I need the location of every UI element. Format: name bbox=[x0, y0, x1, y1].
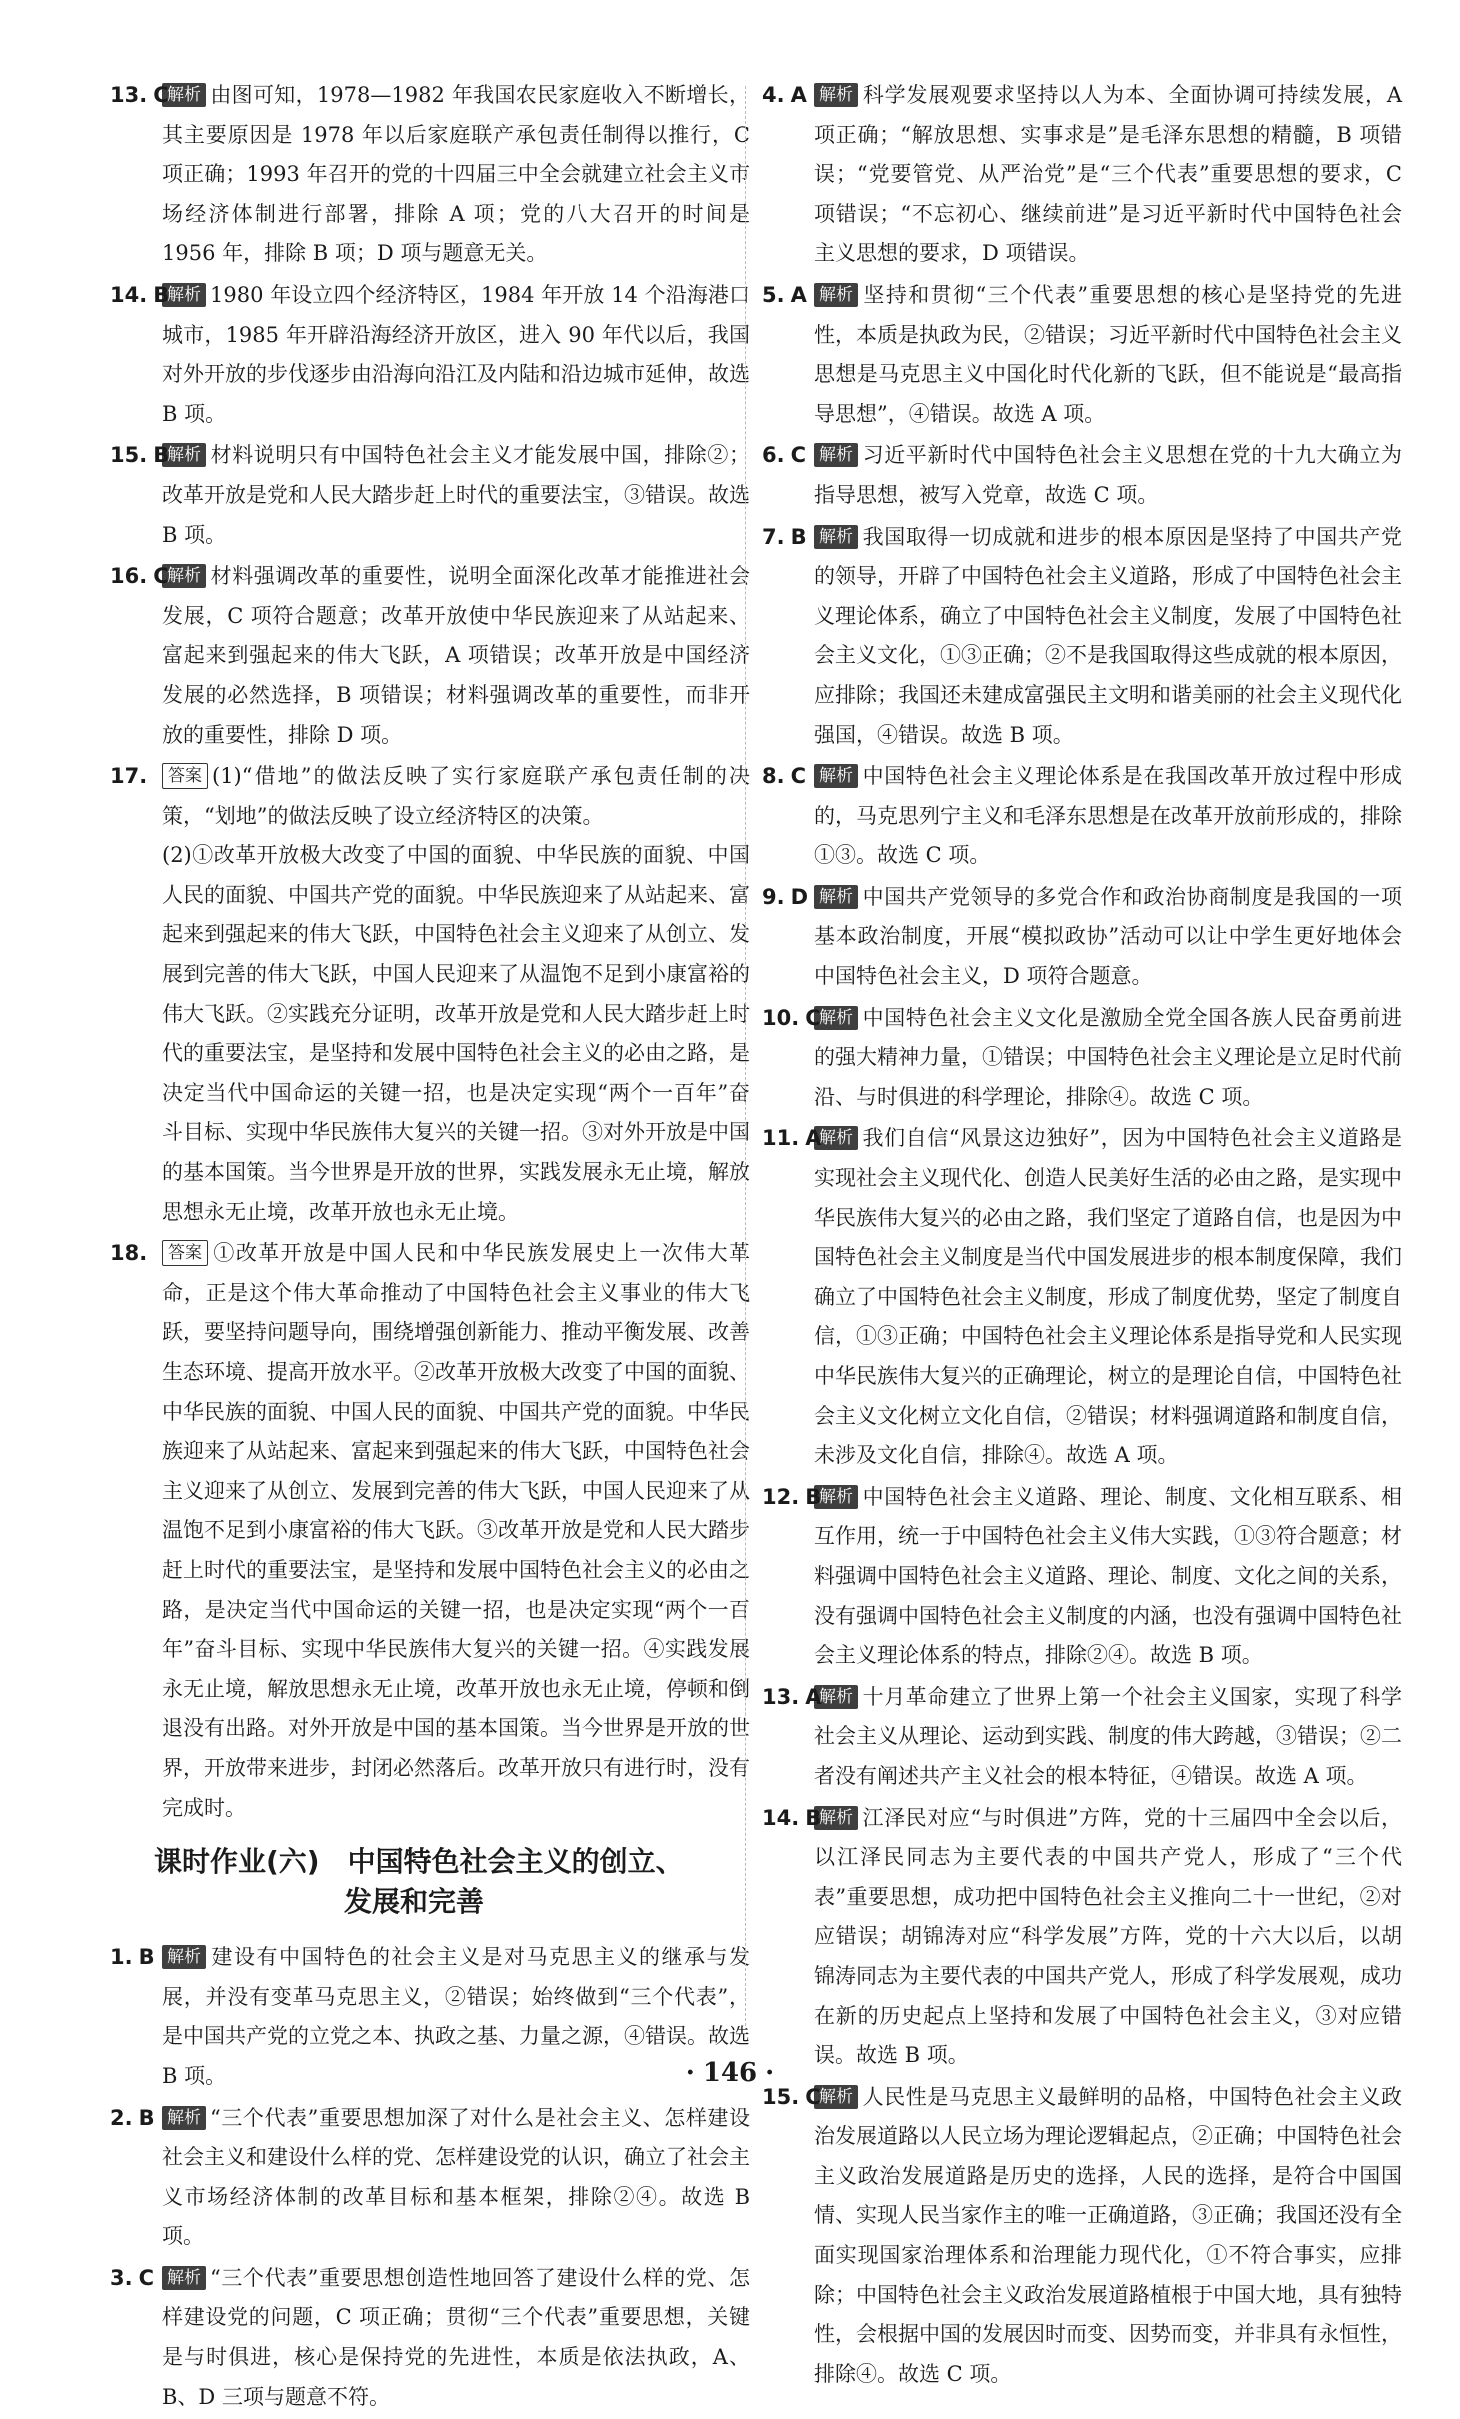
answer-item bbox=[762, 757, 1402, 876]
answer-key: B bbox=[153, 443, 170, 468]
question-number-text: 5. bbox=[762, 282, 785, 307]
answer-item bbox=[110, 557, 750, 755]
question-number bbox=[110, 436, 169, 476]
question-number-text: 1. bbox=[110, 1945, 133, 1970]
answer-paragraph: 我们自信“风景这边独好”，因为中国特色社会主义道路是实现社会主义现代化、创造人民美好生活的必由之路，是实现中华民族伟大复兴的必由之路，我们坚定了道路自信，也是因为中国特色社会主义制度是当代中国发展进步的根本制度保障，我们确立了中国特色社会主义制度，形成了制度优势，坚定了制度自信，①③正确；中国特色社会主义理论体系是指导党和人民实现中华民族伟大复兴的正确理论，树立的是理论自信，中国特色社会主义文化树立文化自信，②错误；材料强调道路和制度自信，未涉及文化自信，排除④。故选 A 项。 bbox=[814, 1126, 1402, 1468]
answer-text bbox=[814, 276, 1402, 434]
question-number bbox=[762, 518, 807, 558]
answer-item bbox=[110, 2099, 750, 2257]
question-number-text: 9. bbox=[762, 884, 785, 909]
answer-key: B bbox=[153, 282, 170, 307]
analysis-label: 解析 bbox=[162, 1945, 206, 1969]
question-number-text: 14. bbox=[110, 282, 148, 307]
question-number bbox=[762, 878, 808, 918]
question-number bbox=[762, 76, 807, 116]
left-answer-list bbox=[110, 76, 750, 1828]
answer-text bbox=[814, 76, 1402, 274]
answer-key: B bbox=[805, 1484, 822, 1509]
answer-text bbox=[814, 1678, 1402, 1797]
answer-item bbox=[110, 276, 750, 434]
analysis-label: 解析 bbox=[814, 443, 858, 467]
answer-key: A bbox=[790, 282, 807, 307]
question-number bbox=[110, 557, 169, 597]
question-number bbox=[762, 999, 821, 1039]
answer-key: B bbox=[805, 1805, 822, 1830]
page-number-value: 146 bbox=[702, 2058, 758, 2088]
answer-text bbox=[814, 1478, 1402, 1676]
answer-item bbox=[110, 2259, 750, 2417]
analysis-label: 解析 bbox=[814, 1006, 858, 1030]
question-number-text: 12. bbox=[762, 1484, 800, 1509]
answer-key: A bbox=[805, 1684, 822, 1709]
question-number-text: 15. bbox=[110, 443, 148, 468]
answer-paragraph: 中国共产党领导的多党合作和政治协商制度是我国的一项基本政治制度，开展“模拟政协”活动可以让中学生更好地体会中国特色社会主义，D 项符合题意。 bbox=[814, 884, 1402, 989]
answer-item bbox=[762, 76, 1402, 274]
answer-label: 答案 bbox=[162, 1240, 208, 1266]
right-column bbox=[762, 76, 1402, 2396]
analysis-label: 解析 bbox=[162, 83, 206, 107]
analysis-label: 解析 bbox=[162, 564, 206, 588]
answer-text bbox=[814, 1799, 1402, 2076]
column-divider bbox=[745, 86, 746, 2026]
answer-text bbox=[814, 518, 1402, 756]
answer-paragraph: 江泽民对应“与时俱进”方阵，党的十三届四中全会以后，以江泽民同志为主要代表的中国共产党人，形成了“三个代表”重要思想，成功把中国特色社会主义推向二十一世纪，②对应错误；胡锦涛对应“科学发展”方阵，党的十六大以后，以胡锦涛同志为主要代表的中国共产党人，形成了科学发展观，成功在新的历史起点上坚持和发展了中国特色社会主义，③对应错误。故选 B 项。 bbox=[814, 1805, 1402, 2068]
answer-item bbox=[762, 1678, 1402, 1797]
analysis-label: 解析 bbox=[814, 525, 858, 549]
analysis-label: 解析 bbox=[814, 1685, 858, 1709]
analysis-label: 解析 bbox=[162, 443, 206, 467]
section-title bbox=[154, 1842, 750, 1922]
analysis-label: 解析 bbox=[162, 2266, 206, 2290]
analysis-label: 解析 bbox=[814, 1806, 858, 1830]
analysis-label: 解析 bbox=[814, 1126, 858, 1150]
answer-text bbox=[162, 2259, 750, 2417]
question-number bbox=[110, 276, 169, 316]
answer-text bbox=[814, 2078, 1402, 2395]
analysis-label: 解析 bbox=[814, 2085, 858, 2109]
analysis-label: 解析 bbox=[814, 764, 858, 788]
answer-paragraph: “三个代表”重要思想创造性地回答了建设什么样的党、怎样建设党的问题，C 项正确；贯彻“三个代表”重要思想，关键是与时俱进，核心是保持党的先进性，本质是依法执政，A、B、D 三项与题意不符。 bbox=[162, 2265, 750, 2409]
question-number bbox=[762, 276, 807, 316]
analysis-label: 解析 bbox=[814, 83, 858, 107]
answer-key: B bbox=[138, 1945, 155, 1970]
answer-paragraph: 材料说明只有中国特色社会主义才能发展中国，排除②；改革开放是党和人民大踏步赶上时代的重要法宝，③错误。故选 B 项。 bbox=[162, 443, 750, 547]
answer-key: C bbox=[790, 443, 807, 468]
answer-paragraph: (1)“借地”的做法反映了实行家庭联产承包责任制的决策，“划地”的做法反映了设立经济特区的决策。 bbox=[162, 764, 750, 828]
answer-key: B bbox=[790, 524, 807, 549]
answer-paragraph: 由图可知，1978—1982 年我国农民家庭收入不断增长，其主要原因是 1978 年以后家庭联产承包责任制得以推行，C 项正确；1993 年召开的党的十四届三中全会就建立社会主义市场经济体制进行部署，排除 A 项；党的八大召开的时间是 1956 年，排除 B 项；D 项与题意无关。 bbox=[162, 83, 750, 266]
answer-item bbox=[762, 276, 1402, 434]
answer-paragraph: 坚持和贯彻“三个代表”重要思想的核心是坚持党的先进性，本质是执政为民，②错误；习近平新时代中国特色社会主义思想是马克思主义中国化时代化新的飞跃，但不能说是“最高指导思想”，④错误。故选 A 项。 bbox=[814, 282, 1402, 426]
answer-key: C bbox=[805, 2084, 821, 2109]
question-number-text: 18. bbox=[110, 1241, 148, 1266]
answer-text bbox=[162, 76, 750, 274]
question-number bbox=[762, 1678, 821, 1718]
answer-item bbox=[110, 76, 750, 274]
analysis-label: 解析 bbox=[162, 2106, 206, 2130]
question-number-text: 3. bbox=[110, 2265, 133, 2290]
answer-item bbox=[110, 1234, 750, 1828]
answer-paragraph: 中国特色社会主义道路、理论、制度、文化相互联系、相互作用，统一于中国特色社会主义伟大实践，①③符合题意；材料强调中国特色社会主义道路、理论、制度、文化之间的关系，没有强调中国特色社会主义制度的内涵，也没有强调中国特色社会主义理论体系的特点，排除②④。故选 B 项。 bbox=[814, 1484, 1402, 1668]
question-number bbox=[110, 1234, 147, 1274]
question-number bbox=[110, 2259, 154, 2299]
question-number bbox=[110, 2099, 155, 2139]
answer-item bbox=[110, 436, 750, 555]
question-number-text: 15. bbox=[762, 2084, 800, 2109]
question-number bbox=[762, 757, 806, 797]
answer-paragraph: 中国特色社会主义理论体系是在我国改革开放过程中形成的，马克思列宁主义和毛泽东思想是在改革开放前形成的，排除①③。故选 C 项。 bbox=[814, 764, 1402, 868]
answer-text bbox=[162, 1234, 750, 1828]
answer-key: A bbox=[805, 1126, 822, 1151]
answer-key: C bbox=[790, 764, 807, 789]
answer-text bbox=[814, 1119, 1402, 1475]
analysis-label: 解析 bbox=[814, 1485, 858, 1509]
answer-paragraph: 1980 年设立四个经济特区，1984 年开放 14 个沿海港口城市，1985 年开辟沿海经济开放区，进入 90 年代以后，我国对外开放的步伐逐步由沿海向沿江及内陆和沿边城市延伸，故选 B 项。 bbox=[162, 282, 750, 426]
answer-paragraph: 习近平新时代中国特色社会主义思想在党的十九大确立为指导思想，被写入党章，故选 C 项。 bbox=[814, 443, 1402, 507]
answer-key: C bbox=[138, 2265, 155, 2290]
answer-text bbox=[162, 836, 750, 1232]
question-number bbox=[762, 436, 806, 476]
answer-item bbox=[762, 1478, 1402, 1676]
section-answer-list bbox=[110, 1938, 750, 2417]
answer-key: C bbox=[805, 1005, 821, 1030]
answer-item bbox=[762, 878, 1402, 997]
answer-key: B bbox=[138, 2105, 155, 2130]
question-number bbox=[110, 1938, 155, 1978]
answer-label: 答案 bbox=[162, 763, 208, 789]
right-answer-list bbox=[762, 76, 1402, 2394]
question-number-text: 17. bbox=[110, 764, 148, 789]
question-number bbox=[762, 1799, 821, 1839]
section-title-line2: 发展和完善 bbox=[344, 1885, 485, 1919]
question-number-text: 13. bbox=[762, 1684, 800, 1709]
answer-paragraph: 人民性是马克思主义最鲜明的品格，中国特色社会主义政治发展道路以人民立场为理论逻辑起点，②正确；中国特色社会主义政治发展道路是历史的选择，人民的选择，是符合中国国情、实现人民当家作主的唯一正确道路，③正确；我国还没有全面实现国家治理体系和治理能力现代化，①不符合事实，应排除；中国特色社会主义政治发展道路植根于中国大地，具有独特性，会根据中国的发展因时而变、因势而变，并非具有永恒性，排除④。故选 C 项。 bbox=[814, 2084, 1402, 2386]
question-number-text: 13. bbox=[110, 83, 148, 107]
answer-text bbox=[162, 276, 750, 434]
section-title-line1: 课时作业(六) 中国特色社会主义的创立、 bbox=[154, 1845, 684, 1879]
answer-paragraph: 建设有中国特色的社会主义是对马克思主义的继承与发展，并没有变革马克思主义，②错误；始终做到“三个代表”，是中国共产党的立党之本、执政之基、力量之源，④错误。故选 B 项。 bbox=[162, 1945, 750, 2088]
answer-text bbox=[814, 757, 1402, 876]
answer-text bbox=[814, 436, 1402, 515]
answer-text bbox=[162, 557, 750, 755]
question-number-text: 6. bbox=[762, 443, 785, 468]
analysis-label: 解析 bbox=[814, 283, 858, 307]
question-number-text: 11. bbox=[762, 1126, 800, 1151]
page-number: · 146 · bbox=[685, 2058, 775, 2088]
question-number-text: 2. bbox=[110, 2105, 133, 2130]
question-number-text: 4. bbox=[762, 83, 785, 107]
answer-text bbox=[814, 999, 1402, 1118]
question-number bbox=[762, 1478, 821, 1518]
answer-key: C bbox=[153, 83, 169, 107]
answer-text bbox=[162, 757, 750, 836]
answer-item bbox=[762, 999, 1402, 1118]
answer-paragraph: 材料强调改革的重要性，说明全面深化改革才能推进社会发展，C 项符合题意；改革开放使中华民族迎来了从站起来、富起来到强起来的伟大飞跃，A 项错误；改革开放是中国经济发展的必然选择，B 项错误；材料强调改革的重要性，而非开放的重要性，排除 D 项。 bbox=[162, 564, 750, 747]
answer-text bbox=[162, 436, 750, 555]
answer-item bbox=[762, 1119, 1402, 1475]
question-number-text: 14. bbox=[762, 1805, 800, 1830]
answer-item bbox=[762, 436, 1402, 515]
answer-paragraph: 我国取得一切成就和进步的根本原因是坚持了中国共产党的领导，开辟了中国特色社会主义道路，形成了中国特色社会主义理论体系，确立了中国特色社会主义制度，发展了中国特色社会主义文化，①③正确；②不是我国取得这些成就的根本原因，应排除；我国还未建成富强民主文明和谐美丽的社会主义现代化强国，④错误。故选 B 项。 bbox=[814, 524, 1402, 747]
question-number-text: 7. bbox=[762, 524, 785, 549]
question-number-text: 8. bbox=[762, 764, 785, 789]
answer-text bbox=[814, 878, 1402, 997]
answer-paragraph: 十月革命建立了世界上第一个社会主义国家，实现了科学社会主义从理论、运动到实践、制度的伟大跨越，③错误；②二者没有阐述共产主义社会的根本特征，④错误。故选 A 项。 bbox=[814, 1684, 1402, 1788]
analysis-label: 解析 bbox=[162, 283, 206, 307]
question-number-text: 10. bbox=[762, 1005, 800, 1030]
answer-paragraph: 科学发展观要求坚持以人为本、全面协调可持续发展，A 项正确；“解放思想、实事求是”是毛泽东思想的精髓，B 项错误；“党要管党、从严治党”是“三个代表”重要思想的要求，C 项错误；“不忘初心、继续前进”是习近平新时代中国特色社会主义思想的要求，D 项错误。 bbox=[814, 83, 1402, 266]
answer-paragraph: (2)①改革开放极大改变了中国的面貌、中华民族的面貌、中国人民的面貌、中国共产党的面貌。中华民族迎来了从站起来、富起来到强起来的伟大飞跃，中国特色社会主义迎来了从创立、发展到完善的伟大飞跃，中国人民迎来了从温饱不足到小康富裕的伟大飞跃。②实践充分证明，改革开放是党和人民大踏步赶上时代的重要法宝，是坚持和发展中国特色社会主义的必由之路，是决定当代中国命运的关键一招，也是决定实现“两个一百年”奋斗目标、实现中华民族伟大复兴的关键一招。③对外开放是中国的基本国策。当今世界是开放的世界，实践发展永无止境，解放思想永无止境，改革开放也永无止境。 bbox=[162, 843, 750, 1224]
answer-item bbox=[762, 2078, 1402, 2395]
answer-item bbox=[762, 518, 1402, 756]
question-number-text: 16. bbox=[110, 564, 148, 589]
question-number bbox=[762, 1119, 821, 1159]
answer-paragraph: “三个代表”重要思想加深了对什么是社会主义、怎样建设社会主义和建设什么样的党、怎样建设党的认识，确立了社会主义市场经济体制的改革目标和基本框架，排除②④。故选 B 项。 bbox=[162, 2105, 750, 2249]
analysis-label: 解析 bbox=[814, 885, 858, 909]
answer-item bbox=[110, 757, 750, 1232]
answer-paragraph: 中国特色社会主义文化是激励全党全国各族人民奋勇前进的强大精神力量，①错误；中国特色社会主义理论是立足时代前沿、与时俱进的科学理论，排除④。故选 C 项。 bbox=[814, 1005, 1402, 1109]
answer-paragraph: ①改革开放是中国人民和中华民族发展史上一次伟大革命，正是这个伟大革命推动了中国特色社会主义事业的伟大飞跃，要坚持问题导向，围绕增强创新能力、推动平衡发展、改善生态环境、提高开放水平。②改革开放极大改变了中国的面貌、中华民族的面貌、中国人民的面貌、中国共产党的面貌。中华民族迎来了从站起来、富起来到强起来的伟大飞跃，中国特色社会主义迎来了从创立、发展到完善的伟大飞跃，中国人民迎来了从温饱不足到小康富裕的伟大飞跃。③改革开放是党和人民大踏步赶上时代的重要法宝，是坚持和发展中国特色社会主义的必由之路，是决定当代中国命运的关键一招，也是决定实现“两个一百年”奋斗目标、实现中华民族伟大复兴的关键一招。④实践发展永无止境，解放思想永无止境，改革开放也永无止境，停顿和倒退没有出路。对外开放是中国的基本国策。当今世界是开放的世界，开放带来进步，封闭必然落后。改革开放只有进行时，没有完成时。 bbox=[162, 1241, 750, 1820]
answer-key: D bbox=[790, 884, 809, 909]
answer-item bbox=[762, 1799, 1402, 2076]
question-number bbox=[110, 76, 169, 116]
answer-text bbox=[162, 2099, 750, 2257]
answer-key: A bbox=[790, 83, 807, 107]
answer-key: C bbox=[153, 564, 169, 589]
question-number bbox=[110, 757, 147, 797]
